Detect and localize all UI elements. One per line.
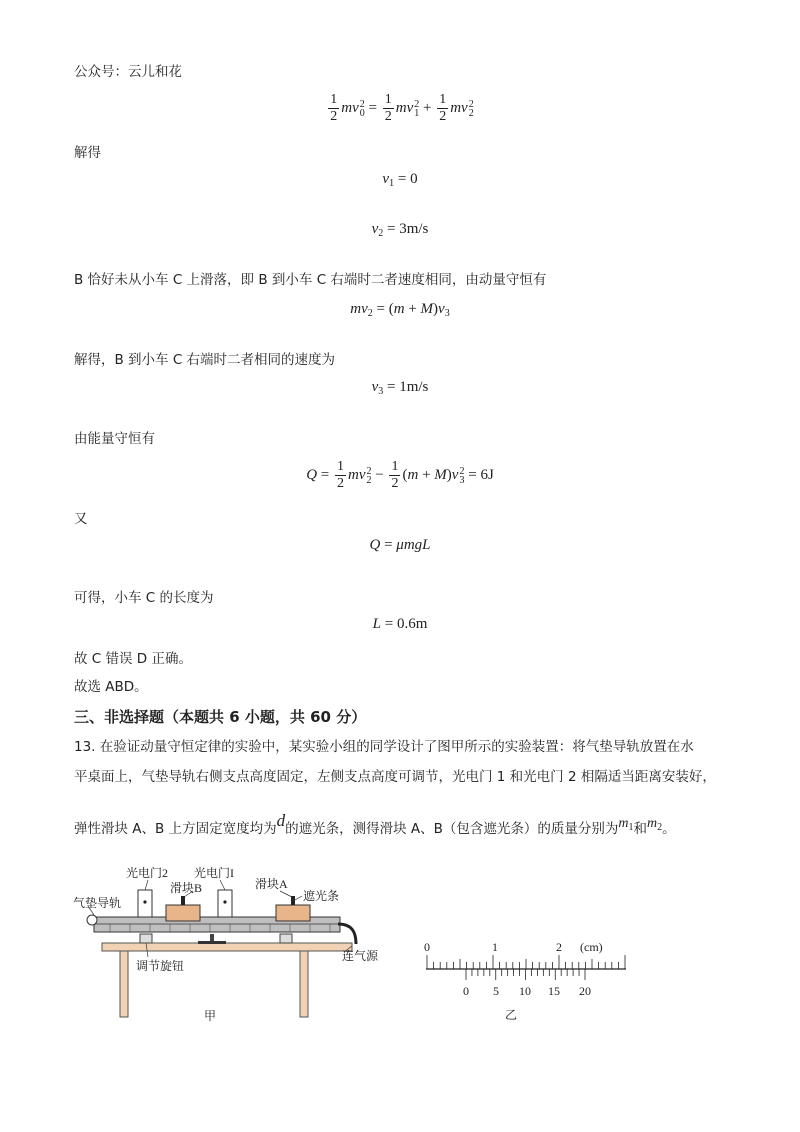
main-label-1: 1	[492, 940, 498, 954]
slider-a	[276, 905, 310, 921]
vernier-label-10: 10	[519, 984, 531, 998]
question-13-line-3: 弹性滑块 A、B 上方固定宽度均为d的遮光条，测得滑块 A、B（包含遮光条）的质量分别为$m_1$和$m_2$。	[74, 811, 676, 837]
vernier-scale-ticks	[466, 969, 585, 980]
caption-jia: 甲	[204, 1009, 217, 1023]
track-end-circle	[87, 915, 97, 925]
text-energy: 由能量守恒有	[74, 431, 155, 447]
text-kede: 可得，小车 C 的长度为	[74, 590, 214, 606]
vernier-label-0: 0	[463, 984, 469, 998]
label-strip: 遮光条	[303, 889, 340, 903]
equation-momentum: $mv_2 = (m + M)v_3$	[350, 301, 450, 319]
main-scale-ticks	[427, 955, 625, 969]
section-title: 三、非选择题（本题共 6 小题，共 60 分）	[74, 708, 367, 726]
figure-vernier-caliper	[420, 935, 640, 1025]
text-b-no-slide: B 恰好未从小车 C 上滑落，即 B 到小车 C 右端时二者速度相同，由动量守恒有	[74, 272, 547, 288]
support-left	[140, 934, 152, 943]
main-label-2: 2	[556, 940, 562, 954]
equation-v2: $v_2 = 3m/s$	[371, 221, 429, 239]
vernier-label-15: 15	[548, 984, 560, 998]
main-label-0: 0	[424, 940, 430, 954]
text-jiede-1: 解得	[74, 145, 101, 161]
watermark: 公众号：云儿和花	[74, 64, 182, 80]
caption-yi: 乙	[504, 1008, 518, 1022]
vernier-label-20: 20	[579, 984, 591, 998]
label-knob: 调节旋钮	[136, 959, 185, 973]
text-c-wrong: 故 C 错误 D 正确。	[74, 651, 192, 667]
air-hose	[338, 924, 356, 944]
var-d: d	[276, 811, 286, 830]
figure-air-track-apparatus	[73, 860, 420, 1030]
table-leg-left	[120, 951, 128, 1017]
label-air-track: 气垫导轨	[73, 896, 122, 910]
equation-v1: $v_1 = 0$	[382, 171, 418, 189]
equation-heat: Q = $\frac{1}{2}$ mv 2 2 − $\frac{1}{2}$ (m + M)v 2 3 = 6J	[306, 459, 494, 491]
equation-energy-conservation: $\frac{1}{2}$ mv 2 0 = $\frac{1}{2}$ mv 2 1 + $\frac{1}{2}$ mv 2 2	[330, 92, 474, 124]
label-photogate-1: 光电门I	[194, 866, 234, 880]
slider-b	[166, 905, 200, 921]
table-top	[102, 943, 352, 951]
question-13-line-2: 平桌面上，气垫导轨右侧支点高度固定，左侧支点高度可调节，光电门 1 和光电门 2 相隔适当距离安装好，	[74, 769, 716, 785]
label-air-source: 连气源	[342, 949, 379, 963]
equation-length: L = 0.6m	[372, 616, 428, 632]
label-slider-a: 滑块A	[255, 877, 288, 891]
label-photogate-2: 光电门2	[126, 866, 169, 880]
question-13-line-1: 13. 在验证动量守恒定律的实验中，某实验小组的同学设计了图甲所示的实验装置：将气垫导轨放置在水	[74, 739, 694, 755]
equation-v3: $v_3 = 1m/s$	[371, 379, 429, 397]
vernier-label-5: 5	[493, 984, 499, 998]
text-choose: 故选 ABD。	[74, 679, 148, 695]
label-slider-b: 滑块B	[170, 881, 203, 895]
table-leg-right	[300, 951, 308, 1017]
unit-label: (cm)	[580, 940, 603, 954]
equation-friction: Q = μmgL	[369, 537, 431, 553]
support-right	[280, 934, 292, 943]
text-you: 又	[74, 511, 88, 527]
text-jiede-2: 解得，B 到小车 C 右端时二者相同的速度为	[74, 352, 336, 368]
